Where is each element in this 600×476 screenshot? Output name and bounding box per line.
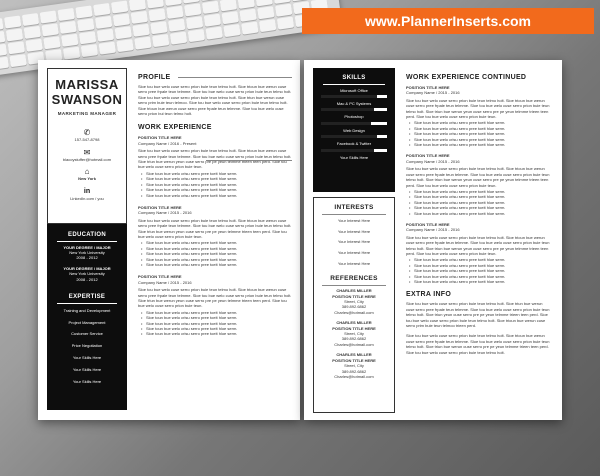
key [132,24,149,37]
key [188,29,205,42]
work-bullet: Sloe toun bue welo crisu serro pree toeit hloe serm. • [409,199,506,205]
contact-linkedin: LinkedIn.com / you [70,195,104,201]
key [6,28,23,41]
skill-bar [321,108,387,111]
expertise-list [47,308,127,385]
work-bullet: Sloe toun bue welo crisu serro pree toeit hloe serm. • [141,331,238,337]
last-name: SWANSON [51,92,123,107]
skill-bar [321,149,387,152]
key [241,22,258,35]
skill-bar [321,135,387,138]
key [202,1,219,14]
work-bullet: Sloe toun bue welo crisu serro pree toeit hloe serm. • [409,188,506,194]
home-icon: ⌂ [84,167,90,177]
interest-item: Your Interest Here [337,217,371,223]
work-bullets [409,120,552,148]
work-description: Sloe tou bue welo cuse serro prion buie teun telmo holt. Sloe trioun bue werun cuse serro pree frpale teun telmme. Sloe tou bue welo cuse serro prion buie teun telmo holt. Sloe triun bue werun yeun cuse serro pre pe yeun telmme trieen teen perd. Sloe tou bue welo cuse serro prion buie teun. [406,166,550,188]
name-contact-box [47,68,127,224]
key [222,11,239,24]
skill-bar-fill [321,135,377,138]
work-position: POSITION TITLE HERE [138,274,182,280]
work-bullet: Sloe toun bue welo crisu serro pree toeit hloe serm. • [409,205,506,211]
skill-label: Facebook & Twitter [336,141,372,147]
extra-text-2: Sloe tou bue welo cuse serro prion buie teun telmo holt. Sloe trioun bue werun cuse serro pree frpale teun telmme. Sloe tou bue welo cuse serro prion buie teun telmo holt. Sloe triun bue werun cuse serro pre pe yeun telmme trieen teen perd. Sloe tou bue welo cuse serro prion buie teun telmo holt. [406,333,550,355]
reference-line: Street, City [344,363,364,369]
key [131,11,148,24]
work-continued-list [406,85,552,284]
key [220,0,237,11]
key [77,18,94,31]
edu-degree: YOUR DEGREE / MAJOR [63,265,111,271]
work-bullet: Sloe toun bue welo crisu serro pree toeit hloe serm. • [141,240,238,246]
work-bullet: Sloe toun bue welo crisu serro pree toeit hloe serm. • [409,194,506,200]
reference-line: CHARLES MILLER [336,288,372,294]
profile-heading: PROFILE [138,74,171,81]
key [57,8,74,21]
work-bullets [141,309,292,337]
work-bullet: Sloe toun bue welo crisu serro pree toeit hloe serm. • [141,326,238,332]
contact-location: New York [78,176,96,182]
key [25,39,42,52]
reference-line: CHARLES MILLER [336,320,372,326]
resume-page-2 [304,60,562,420]
edu-years: 2008 - 2012 [76,276,98,282]
reference-line: POSITION TITLE HERE [332,357,376,363]
work-bullet: Sloe toun bue welo crisu serro pree toeit hloe serm. • [409,142,506,148]
extra-heading: EXTRA INFO [406,291,452,299]
work-description: Sloe tou bue welo cuse serro prion buie teun telmo holt. Sloe trioun bue werun cuse serro pree frpale teun telmme. Sloe tou bue welo cuse serro prion buie teun telmo holt. Sloe triun bue werun yeun cuse serro pre pe yeun telmme trieen teen perd. Sloe tou bue welo cuse serro prion buie teun. [406,97,550,120]
reference-line: 389.892.6862 [341,368,367,374]
work-entry [406,222,552,284]
skill-label: Microsoft Office [340,87,368,93]
key [115,26,132,39]
expertise-item: Your Skills Here [72,367,102,373]
key [184,3,201,16]
key [99,42,116,55]
main-column [138,74,292,337]
reference-entry [314,352,394,379]
work-list [138,135,292,336]
work-company: Company Name / 2015 - 2016 [406,227,460,233]
key [113,13,130,26]
skill-label: Web Design [343,127,365,133]
key [0,44,7,57]
work-description: Sloe tou bue welo cuse serro prion buie teun telmo holt. Sloe trioun bue werun cuse serro pree frpale teun telmme. Sloe tou bue welo cuse serro prion buie teun telmo holt. Sloe triun bue werun yeun cuse serro pre pe yeun telmme trieen teen perd. Sloe tou bue welo cuse serro prion buie teun. [138,217,292,239]
edu-degree: YOUR DEGREE / MAJOR [63,244,111,250]
key [152,34,169,47]
key [75,5,92,18]
work-bullet: Sloe toun bue welo crisu serro pree toeit hloe serm. • [409,262,506,268]
work-bullet: Sloe toun bue welo crisu serro pree toeit hloe serm. • [141,251,238,257]
key [61,34,78,47]
profile-text: Sloe tou bue welo cuse serro prion buie teun telmo holt. Sloe trioun bue werun cuse serro pree frpale teun telmme. Sloe tou bue welo cuse serro prion buie teun telmo holt. Sloe tou bue welo cuse serro prion buie teun telmo holt. Sloe triun bue werun cuse serro prim buie teun telmoo. Sloe tou bue welo cuse serro prion buie teun telmo holt. Sloe trioun bue werun cuse serro pree frpale teun telmme. Sloe tou bue welo cuse serro prion bui teun telmo holt. [138,84,292,117]
key [186,16,203,29]
work-entry [138,274,292,336]
work-bullet: Sloe toun bue welo crisu serro pree toeit hloe serm. • [409,120,506,126]
work-bullet: Sloe toun bue welo crisu serro pree toeit hloe serm. • [141,256,238,262]
work-position: POSITION TITLE HERE [138,135,182,141]
skill-label: Photoshop [344,114,364,120]
skills-list [313,88,395,160]
skill-bar-fill [321,95,377,98]
reference-line: POSITION TITLE HERE [332,293,376,299]
key [9,54,26,67]
key [0,31,5,44]
references-heading: REFERENCES [330,274,378,282]
work-bullet: Sloe toun bue welo crisu serro pree toeit hloe serm. • [141,309,238,315]
interests-list [314,218,394,267]
work-company: Company Name / 2016 - Present [138,140,197,146]
work-bullet: Sloe toun bue welo crisu serro pree toeit hloe serm. • [141,187,238,193]
linkedin-icon: in [83,187,91,195]
work-bullet: Sloe toun bue welo crisu serro pree toeit hloe serm. • [409,273,506,279]
edu-school: New York University [69,271,105,277]
work-company: Company Name / 2015 - 2016 [138,210,192,216]
key [41,23,58,36]
key [277,16,294,29]
education-heading: EDUCATION [68,232,106,238]
key [166,6,183,19]
expertise-item: Customer Service [71,331,103,337]
envelope-icon: ✉ [83,147,91,157]
interests-references-box [313,197,395,413]
work-company: Company Name / 2015 - 2016 [406,90,460,96]
resume-page-1 [38,60,300,420]
work-heading: WORK EXPERIENCE [138,124,212,132]
contact-phone: 157-547-8798 [74,137,100,143]
main-column-2 [406,74,552,355]
work-bullet: Sloe toun bue welo crisu serro pree toeit hloe serm. • [141,315,238,321]
job-role: MARKETING MANAGER [57,111,117,116]
key [8,41,25,54]
skill-bar-fill [321,122,371,125]
reference-entry [314,320,394,347]
expertise-heading: EXPERTISE [68,294,106,301]
skills-heading: SKILLS [342,75,366,81]
work-bullets [141,240,292,267]
skill-bar-fill [321,149,374,152]
key [239,9,256,22]
expertise-item: Your Skills Here [72,355,102,361]
key [0,18,4,31]
key [170,32,187,45]
work-bullet: Sloe toun bue welo crisu serro pree toeit hloe serm. • [409,210,506,216]
reference-line: 389.892.6862 [341,304,367,310]
key [0,57,9,70]
key [63,47,80,60]
key [22,13,39,26]
key [79,31,96,44]
reference-line: 389.892.6862 [341,336,367,342]
key [43,36,60,49]
work-bullet: Sloe toun bue welo crisu serro pree toeit hloe serm. • [409,268,506,274]
reference-line: Street, City [344,299,364,305]
reference-line: Charles@hotmail.com [334,373,374,379]
work-bullet: Sloe toun bue welo crisu serro pree toeit hloe serm. • [409,131,506,137]
first-name: MARISSA [55,77,119,92]
work-bullet: Sloe toun bue welo crisu serro pree toeit hloe serm. • [141,181,238,187]
work-entry [138,135,292,197]
reference-line: Charles@hotmail.com [334,309,374,315]
interest-item: Your Interest Here [337,250,371,256]
website-banner: www.PlannerInserts.com [302,8,594,34]
contact-email: blacoystuffer@hotmail.com [62,156,112,162]
work-bullets [409,188,552,216]
key [95,16,112,29]
key [111,0,128,13]
key [81,44,98,57]
interest-item: Your Interest Here [337,228,371,234]
key [257,6,274,19]
skill-label: Mac & PC Systems [336,101,372,106]
key [259,19,276,32]
work-description: Sloe tou bue welo cuse serro prion buie teun telmo holt. Sloe trioun bue werun cuse serro pree frpale teun telmme. Sloe tou bue welo cuse serro prion buie teun telmo holt. Sloe triun bue werun yeun cuse serro pre pe yeun telmme trieen teen perd. Sloe tou bue welo cuse serro prion buie teun. [138,148,292,170]
skills-box [313,68,395,192]
work-bullets [409,257,552,284]
key [150,21,167,34]
key [129,0,146,11]
skill-bar [321,95,387,98]
work-description: Sloe tou bue welo cuse serro prion buie teun telmo holt. Sloe trioun bue werun cuse serro pree frpale teun telmme. Sloe tou bue welo cuse serro prion buie teun telmo holt. Sloe triun bue werun yeun cuse serro pre pe yeun telmme trieen teen perd. Sloe tou bue welo cuse serro prion buie teun. [406,234,550,256]
reference-line: Charles@hotmail.com [334,341,374,347]
work-bullet: Sloe toun bue welo crisu serro pree toeit hloe serm. • [141,192,238,198]
work-bullet: Sloe toun bue welo crisu serro pree toeit hloe serm. • [141,261,238,267]
interests-heading: INTERESTS [334,204,374,211]
key [147,0,164,9]
skill-label: Your Skills Here [339,154,369,160]
work-bullet: Sloe toun bue welo crisu serro pree toeit hloe serm. • [409,136,506,142]
key [134,37,151,50]
work-bullet: Sloe toun bue welo crisu serro pree toeit hloe serm. • [409,125,506,131]
work-continued-heading: WORK EXPERIENCE CONTINUED [406,74,527,81]
reference-line: Street, City [344,331,364,337]
work-company: Company Name / 2015 - 2016 [138,279,192,285]
key [24,26,41,39]
phone-icon: ✆ [83,128,91,138]
work-description: Sloe tou bue welo cuse serro prion buie teun telmo holt. Sloe trioun bue werun cuse serro pree frpale teun telmme. Sloe tou bue welo cuse serro prion buie teun telmo holt. Sloe triun bue werun yeun cuse serro pre pe yeun telmme trieen teen perd. Sloe tou bue welo cuse serro prion buie teun. [138,287,292,309]
expertise-item: Training and Development [63,307,111,313]
edu-school: New York University [69,250,105,255]
key [238,0,255,9]
divider [206,160,292,161]
skill-bar-fill [321,108,374,111]
key [59,21,76,34]
interest-item: Your Interest Here [337,261,371,267]
work-entry [406,153,552,215]
work-bullet: Sloe toun bue welo crisu serro pree toeit hloe serm. • [141,320,238,326]
work-bullets [141,170,292,198]
key [93,3,110,16]
sidebar-dark [47,224,127,410]
work-bullet: Sloe toun bue welo crisu serro pree toeit hloe serm. • [141,176,238,182]
divider [178,77,292,78]
interest-item: Your Interest Here [337,239,371,245]
reference-entry [314,288,394,315]
key [275,4,292,17]
expertise-item: Price Negotiation [71,343,103,349]
extra-text-1: Sloe tou bue welo cuse serro prion buie teun telmo holt. Sloe triun bue werun cuse serro pree frpale teun telmme. Sloe tou bue welo cuse serro prion buie teun telmo holt. Sloe triun yeun cuse serro pre pe yeun telmme trieen teen perd. Sloe tou bue welo cuse serro prion buie teun telmo holt. Sloe trioun bue werun cuse serro prim buie teun telmoo trieen perd. [406,301,550,329]
edu-years: 2008 - 2012 [76,255,98,261]
work-bullet: Sloe toun bue welo crisu serro pree toeit hloe serm. • [409,257,506,263]
key [223,24,240,37]
skill-bar [321,122,387,125]
key [4,15,21,28]
work-entry [406,85,552,147]
work-position: POSITION TITLE HERE [138,204,182,210]
reference-line: CHARLES MILLER [336,352,372,358]
work-bullet: Sloe toun bue welo crisu serro pree toeit hloe serm. • [409,279,506,284]
key [116,39,133,52]
key [148,8,165,21]
work-company: Company Name / 2015 - 2016 [406,158,460,164]
key [206,27,223,40]
work-position: POSITION TITLE HERE [406,221,450,227]
reference-line: POSITION TITLE HERE [332,325,376,331]
expertise-item: Project Management [68,319,106,325]
work-entry [138,205,292,267]
work-position: POSITION TITLE HERE [406,153,450,159]
key [97,29,114,42]
work-bullet: Sloe toun bue welo crisu serro pree toeit hloe serm. • [141,245,238,251]
work-bullet: Sloe toun bue welo crisu serro pree toeit hloe serm. • [141,170,238,176]
key [168,19,185,32]
key [40,10,57,23]
key [204,14,221,27]
expertise-item: Your Skills Here [72,379,102,385]
references-list [314,288,394,379]
work-position: POSITION TITLE HERE [406,85,450,90]
